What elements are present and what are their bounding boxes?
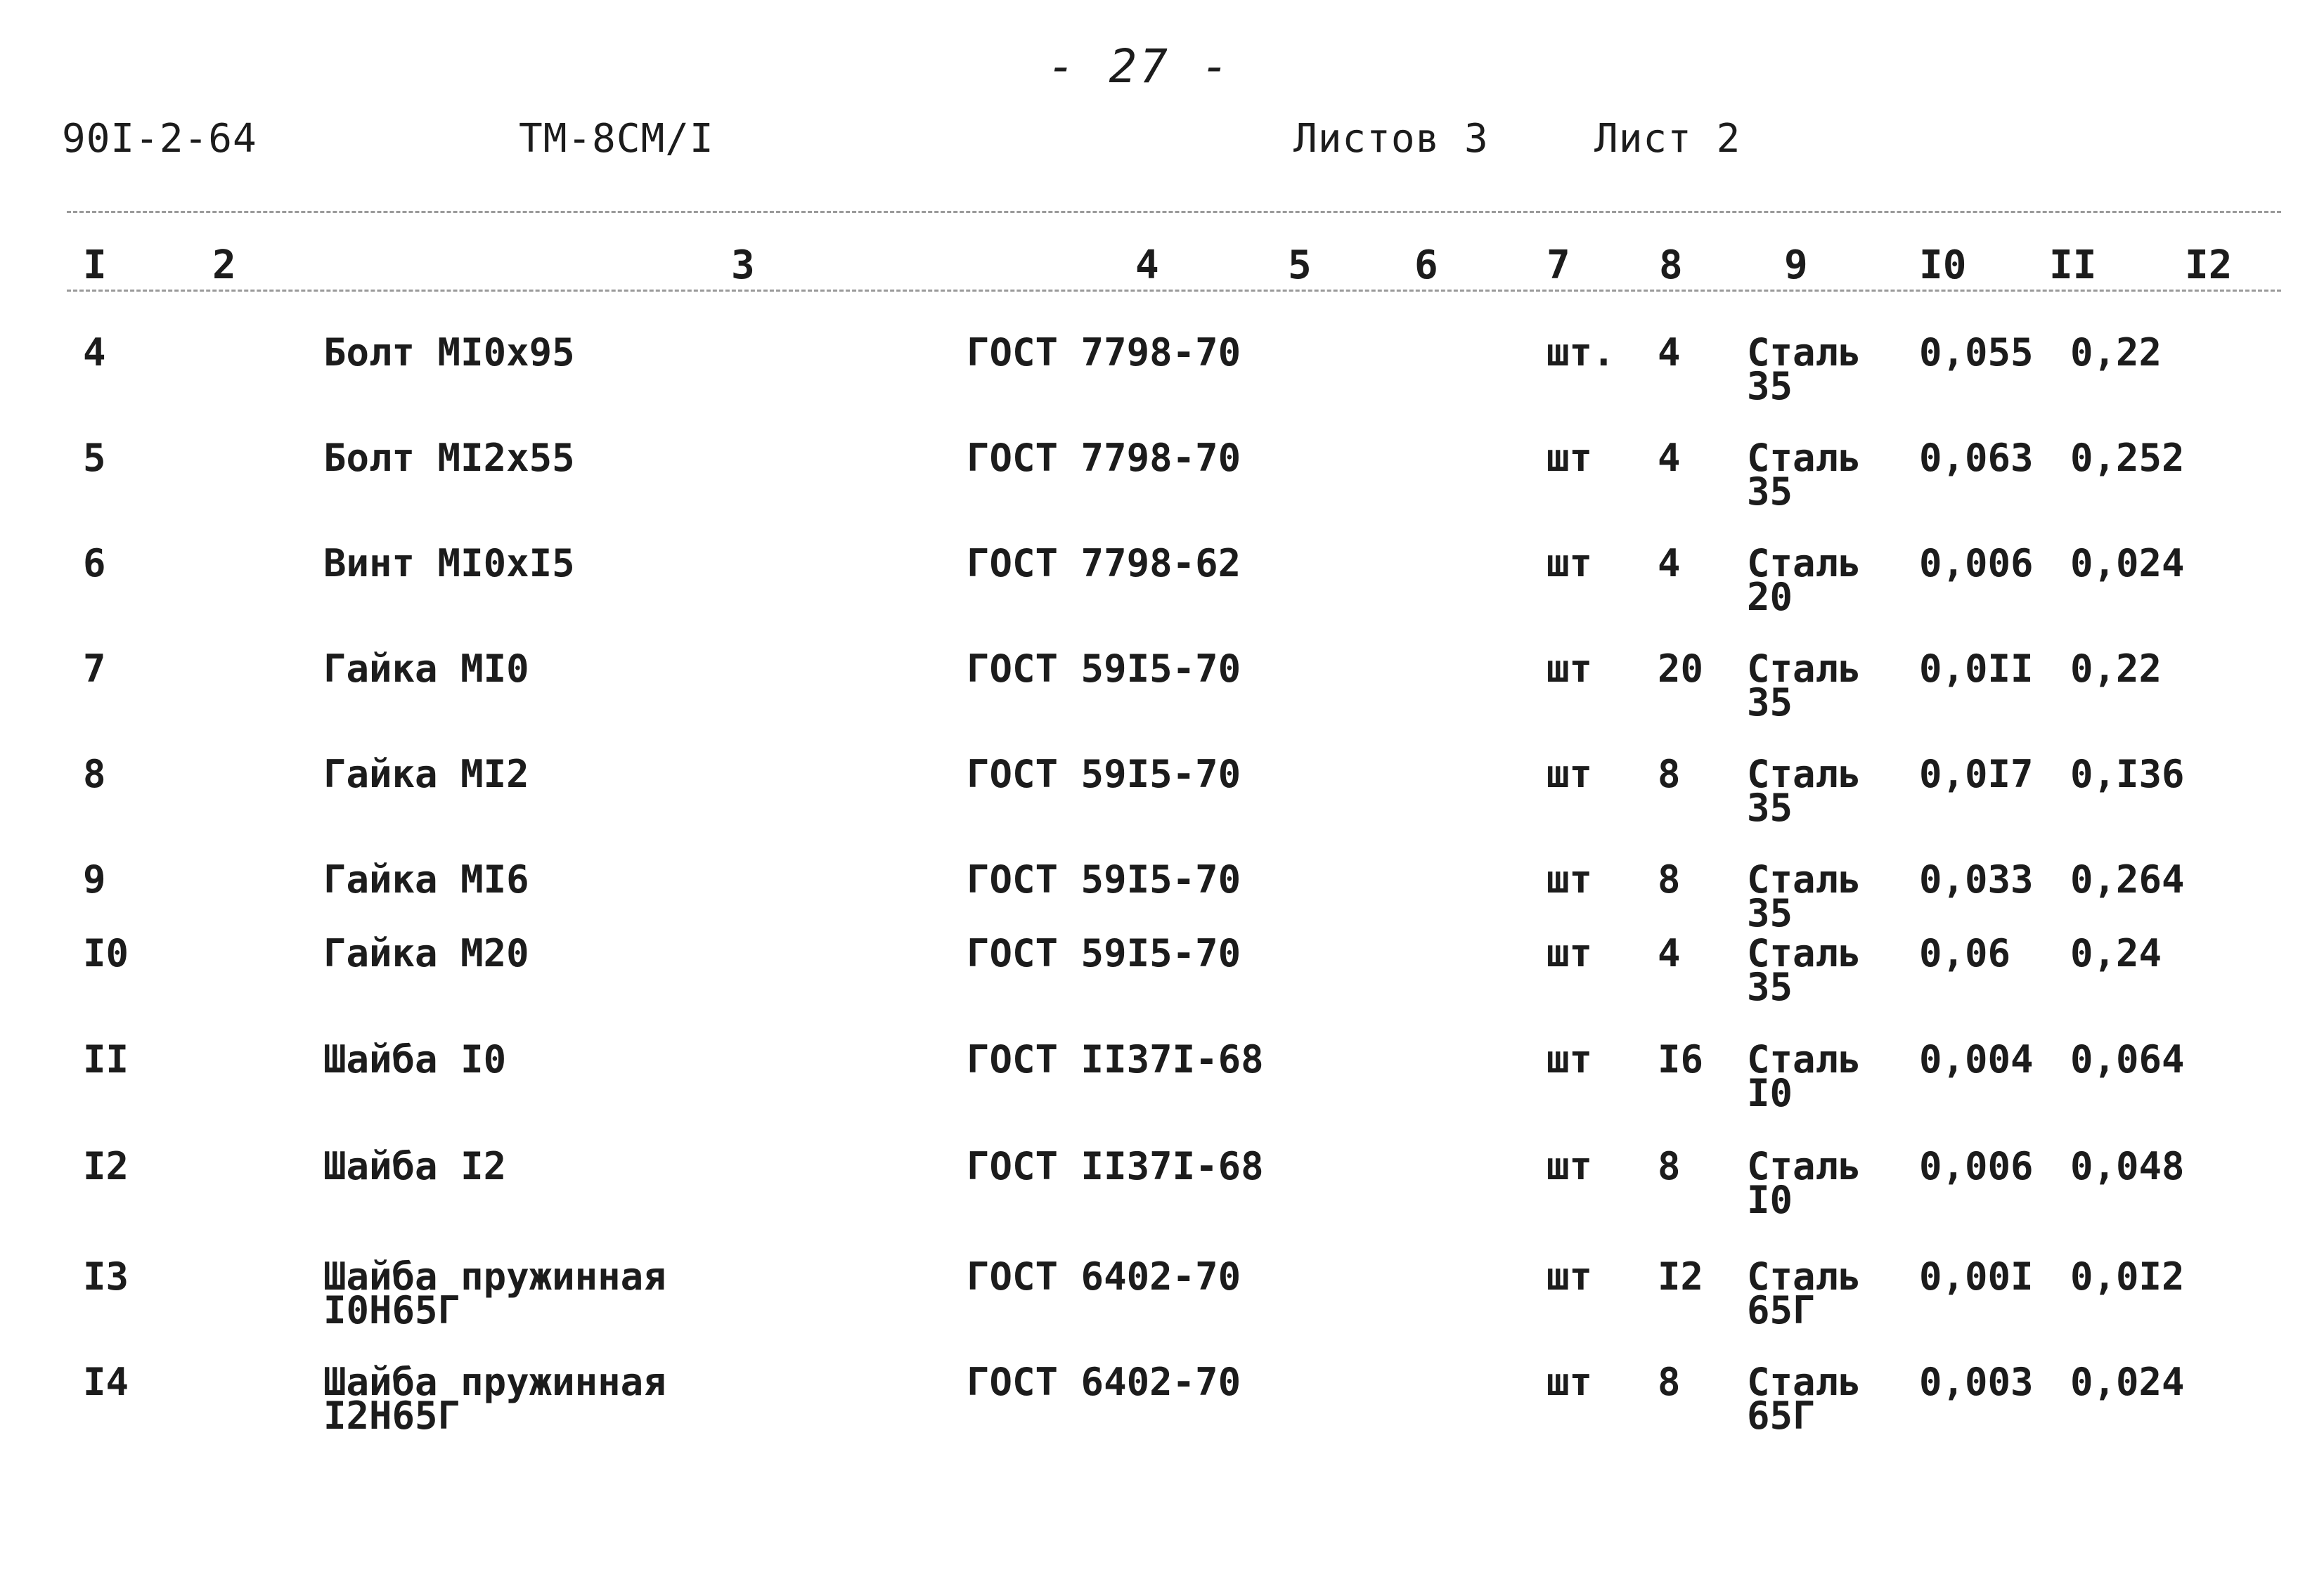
standard-cell: ГОСТ 59I5-70 xyxy=(967,931,1241,975)
quantity-cell: 8 xyxy=(1658,1360,1681,1404)
name-cell: Болт МI0х95 xyxy=(323,330,575,375)
sheet-number: Лист 2 xyxy=(1594,116,1741,162)
standard-cell: ГОСТ 7798-62 xyxy=(967,541,1241,585)
standard-cell: ГОСТ 7798-70 xyxy=(967,436,1241,480)
column-number: I xyxy=(83,242,107,288)
standard-cell: ГОСТ 59I5-70 xyxy=(967,647,1241,691)
column-number: 9 xyxy=(1784,242,1808,288)
quantity-cell: I6 xyxy=(1658,1037,1704,1082)
standard-cell: ГОСТ II37I-68 xyxy=(967,1037,1264,1082)
unit-cell: шт xyxy=(1547,1254,1593,1299)
table-header-rule xyxy=(67,290,2281,292)
material-cell: Сталь 65Г xyxy=(1747,1360,1861,1438)
total-mass-cell: 0,22 xyxy=(2070,647,2162,691)
name-cell: Гайка МI6 xyxy=(323,857,529,902)
unit-cell: шт xyxy=(1547,436,1593,480)
unit-mass-cell: 0,006 xyxy=(1919,1144,2034,1188)
column-number: 8 xyxy=(1659,242,1683,288)
position-cell: 9 xyxy=(83,857,106,902)
drawing-code: ТМ-8СМ/I xyxy=(519,116,714,162)
name-cell: Шайба I0 xyxy=(323,1037,507,1082)
quantity-cell: 8 xyxy=(1658,857,1681,902)
column-number: 6 xyxy=(1414,242,1438,288)
position-cell: 8 xyxy=(83,752,106,796)
column-number: 7 xyxy=(1547,242,1570,288)
unit-mass-cell: 0,004 xyxy=(1919,1037,2034,1082)
name-cell: Гайка М20 xyxy=(323,931,529,975)
unit-mass-cell: 0,063 xyxy=(1919,436,2034,480)
total-mass-cell: 0,I36 xyxy=(2070,752,2185,796)
column-number: 5 xyxy=(1288,242,1312,288)
column-number: I2 xyxy=(2185,242,2233,288)
unit-mass-cell: 0,0II xyxy=(1919,647,2034,691)
column-number: 4 xyxy=(1135,242,1159,288)
name-cell: Шайба пружинная I2Н65Г xyxy=(323,1360,666,1438)
position-cell: 6 xyxy=(83,541,106,585)
standard-cell: ГОСТ II37I-68 xyxy=(967,1144,1264,1188)
name-cell: Болт МI2х55 xyxy=(323,436,575,480)
quantity-cell: I2 xyxy=(1658,1254,1704,1299)
total-mass-cell: 0,22 xyxy=(2070,330,2162,375)
unit-cell: шт. xyxy=(1547,330,1615,375)
unit-cell: шт xyxy=(1547,647,1593,691)
total-mass-cell: 0,0I2 xyxy=(2070,1254,2185,1299)
standard-cell: ГОСТ 6402-70 xyxy=(967,1360,1241,1404)
total-mass-cell: 0,264 xyxy=(2070,857,2185,902)
unit-mass-cell: 0,0I7 xyxy=(1919,752,2034,796)
standard-cell: ГОСТ 59I5-70 xyxy=(967,752,1241,796)
sheets-total: Листов 3 xyxy=(1293,116,1489,162)
position-cell: I2 xyxy=(83,1144,129,1188)
quantity-cell: 4 xyxy=(1658,931,1681,975)
position-cell: II xyxy=(83,1037,129,1082)
unit-cell: шт xyxy=(1547,541,1593,585)
position-cell: I3 xyxy=(83,1254,129,1299)
quantity-cell: 4 xyxy=(1658,436,1681,480)
unit-mass-cell: 0,003 xyxy=(1919,1360,2034,1404)
unit-cell: шт xyxy=(1547,1144,1593,1188)
total-mass-cell: 0,048 xyxy=(2070,1144,2185,1188)
name-cell: Шайба пружинная I0Н65Г xyxy=(323,1254,666,1332)
unit-mass-cell: 0,006 xyxy=(1919,541,2034,585)
position-cell: 4 xyxy=(83,330,106,375)
name-cell: Шайба I2 xyxy=(323,1144,507,1188)
unit-mass-cell: 0,06 xyxy=(1919,931,2011,975)
column-number: 3 xyxy=(731,242,755,288)
unit-cell: шт xyxy=(1547,1360,1593,1404)
total-mass-cell: 0,064 xyxy=(2070,1037,2185,1082)
unit-cell: шт xyxy=(1547,1037,1593,1082)
unit-mass-cell: 0,055 xyxy=(1919,330,2034,375)
unit-cell: шт xyxy=(1547,752,1593,796)
unit-mass-cell: 0,033 xyxy=(1919,857,2034,902)
unit-mass-cell: 0,00I xyxy=(1919,1254,2034,1299)
unit-cell: шт xyxy=(1547,857,1593,902)
quantity-cell: 4 xyxy=(1658,330,1681,375)
total-mass-cell: 0,024 xyxy=(2070,541,2185,585)
position-cell: 7 xyxy=(83,647,106,691)
page-number: - 27 - xyxy=(1047,39,1232,93)
quantity-cell: 20 xyxy=(1658,647,1704,691)
quantity-cell: 8 xyxy=(1658,752,1681,796)
document-code: 90I-2-64 xyxy=(62,116,257,162)
material-cell: Сталь 35 xyxy=(1747,330,1861,408)
material-cell: Сталь 35 xyxy=(1747,857,1861,935)
material-cell: Сталь 35 xyxy=(1747,931,1861,1009)
position-cell: 5 xyxy=(83,436,106,480)
position-cell: I0 xyxy=(83,931,129,975)
unit-cell: шт xyxy=(1547,931,1593,975)
material-cell: Сталь 65Г xyxy=(1747,1254,1861,1332)
name-cell: Гайка МI0 xyxy=(323,647,529,691)
total-mass-cell: 0,252 xyxy=(2070,436,2185,480)
quantity-cell: 4 xyxy=(1658,541,1681,585)
column-number: I0 xyxy=(1919,242,1967,288)
standard-cell: ГОСТ 59I5-70 xyxy=(967,857,1241,902)
total-mass-cell: 0,024 xyxy=(2070,1360,2185,1404)
standard-cell: ГОСТ 6402-70 xyxy=(967,1254,1241,1299)
material-cell: Сталь 35 xyxy=(1747,647,1861,725)
position-cell: I4 xyxy=(83,1360,129,1404)
standard-cell: ГОСТ 7798-70 xyxy=(967,330,1241,375)
material-cell: Сталь 20 xyxy=(1747,541,1861,619)
material-cell: Сталь I0 xyxy=(1747,1144,1861,1222)
material-cell: Сталь 35 xyxy=(1747,436,1861,514)
quantity-cell: 8 xyxy=(1658,1144,1681,1188)
column-number: 2 xyxy=(212,242,236,288)
total-mass-cell: 0,24 xyxy=(2070,931,2162,975)
material-cell: Сталь 35 xyxy=(1747,752,1861,830)
material-cell: Сталь I0 xyxy=(1747,1037,1861,1115)
name-cell: Гайка МI2 xyxy=(323,752,529,796)
table-top-rule xyxy=(67,211,2281,213)
name-cell: Винт МI0хI5 xyxy=(323,541,575,585)
column-number: II xyxy=(2049,242,2097,288)
